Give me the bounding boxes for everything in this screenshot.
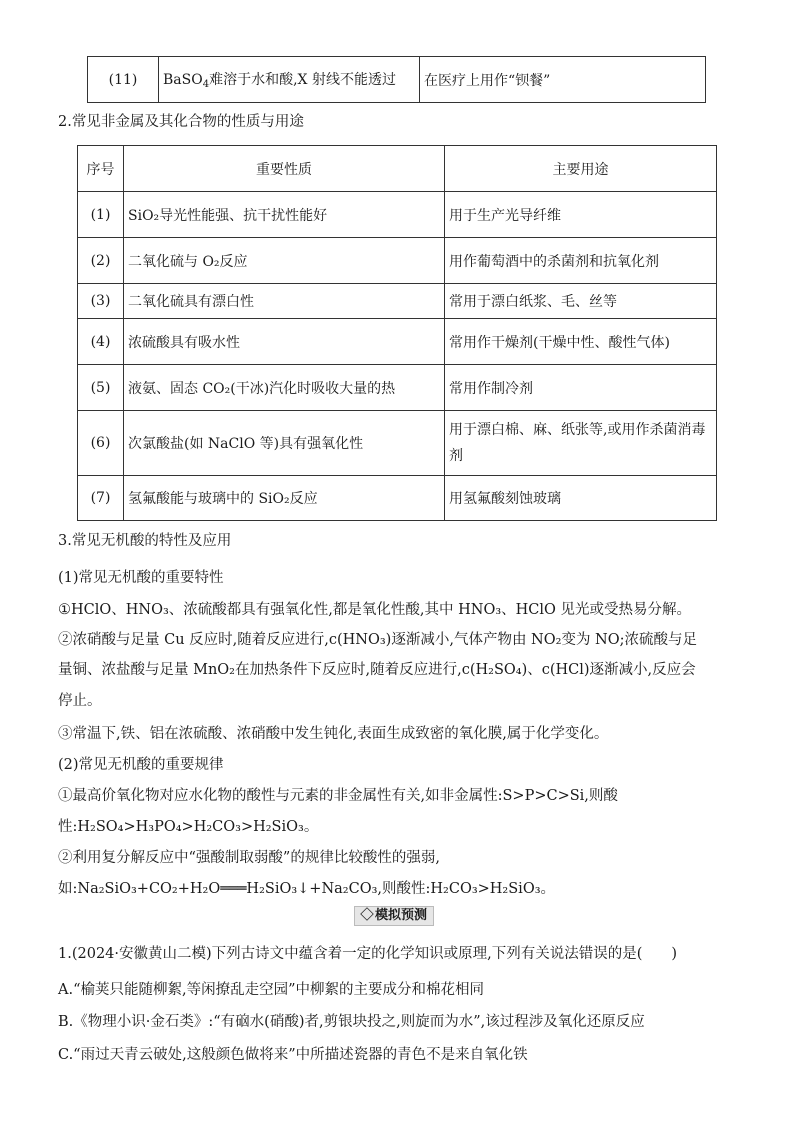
section-heading: 3.常见无机酸的特性及应用: [58, 533, 232, 549]
row-property: 液氨、固态 CO₂(干冰)汽化时吸收大量的热: [124, 365, 445, 411]
paragraph: ②利用复分解反应中“强酸制取弱酸”的规律比较酸性的强弱,: [58, 850, 440, 866]
option-c: C.“雨过天青云破处,这般颜色做将来”中所描述瓷器的青色不是来自氧化铁: [58, 1047, 528, 1063]
row-number: (4): [78, 319, 124, 365]
table-top: [87, 56, 706, 103]
row-use: 用作葡萄酒中的杀菌剂和抗氧化剂: [445, 238, 717, 284]
table-row: [78, 411, 717, 476]
paragraph: ②浓硝酸与足量 Cu 反应时,随着反应进行,c(HNO₃)逐渐减小,气体产物由 NO₂变为 NO;浓硫酸与足: [58, 632, 698, 648]
option-a: A.“榆荚只能随柳絮,等闲撩乱走空园”中柳絮的主要成分和棉花相同: [58, 982, 485, 998]
row-number: (6): [78, 411, 124, 476]
paragraph: ①HClO、HNO₃、浓硫酸都具有强氧化性,都是氧化性酸,其中 HNO₃、HClO 见光或受热易分解。: [58, 602, 692, 618]
row-property: SiO₂导光性能强、抗干扰性能好: [124, 192, 445, 238]
table-row: [78, 365, 717, 411]
row-use: 在医疗上用作“钡餐”: [420, 57, 706, 103]
table-row: [88, 57, 706, 103]
subsection-heading: (2)常见无机酸的重要规律: [58, 757, 224, 773]
table-row: [78, 319, 717, 365]
row-number: (7): [78, 476, 124, 521]
table-row: [78, 476, 717, 521]
paragraph: 量铜、浓盐酸与足量 MnO₂在加热条件下反应时,随着反应进行,c(H₂SO₄)、c(HCl)逐渐减小,反应会: [58, 662, 696, 678]
row-use: 常用作干燥剂(干燥中性、酸性气体): [445, 319, 717, 365]
row-property: 次氯酸盐(如 NaClO 等)具有强氧化性: [124, 411, 445, 476]
row-number: (3): [78, 284, 124, 319]
paragraph: 性:H₂SO₄>H₃PO₄>H₂CO₃>H₂SiO₃。: [58, 819, 319, 835]
row-property: 二氧化硫具有漂白性: [124, 284, 445, 319]
table-header-row: [78, 146, 717, 192]
table-row: [78, 284, 717, 319]
paragraph: 如:Na₂SiO₃+CO₂+H₂O═══H₂SiO₃↓+Na₂CO₃,则酸性:H₂CO₃>H₂SiO₃。: [58, 881, 556, 897]
table-row: [78, 238, 717, 284]
question-stem: 1.(2024·安徽黄山二模)下列古诗文中蕴含着一定的化学知识或原理,下列有关说法错误的是( ): [58, 946, 678, 962]
section-heading: 2.常见非金属及其化合物的性质与用途: [58, 114, 304, 130]
row-number: (11): [88, 57, 159, 103]
subsection-heading: (1)常见无机酸的重要特性: [58, 570, 224, 586]
row-use: 用氢氟酸刻蚀玻璃: [445, 476, 717, 521]
row-use: 用于漂白棉、麻、纸张等,或用作杀菌消毒剂: [445, 411, 717, 476]
diamond-icon: [360, 907, 374, 921]
row-use: 常用于漂白纸浆、毛、丝等: [445, 284, 717, 319]
option-b: B.《物理小识·金石类》:“有硇水(硝酸)者,剪银块投之,则旋而为水”,该过程涉及氧化还原反应: [58, 1014, 645, 1030]
table-nonmetal: [77, 145, 717, 521]
row-property: BaSO$_4$难溶于水和酸,X 射线不能透过: [159, 57, 420, 103]
header-use: 主要用途: [445, 146, 717, 192]
row-number: (5): [78, 365, 124, 411]
paragraph: ③常温下,铁、铝在浓硫酸、浓硝酸中发生钝化,表面生成致密的氧化膜,属于化学变化。: [58, 726, 609, 742]
row-property: 氢氟酸能与玻璃中的 SiO₂反应: [124, 476, 445, 521]
section-badge: 模拟预测: [354, 906, 434, 926]
header-number: 序号: [78, 146, 124, 192]
row-property: 浓硫酸具有吸水性: [124, 319, 445, 365]
paragraph: 停止。: [58, 693, 102, 709]
row-use: 常用作制冷剂: [445, 365, 717, 411]
header-property: 重要性质: [124, 146, 445, 192]
paragraph: ①最高价氧化物对应水化物的酸性与元素的非金属性有关,如非金属性:S>P>C>Si,则酸: [58, 788, 618, 804]
table-row: [78, 192, 717, 238]
row-number: (1): [78, 192, 124, 238]
row-property: 二氧化硫与 O₂反应: [124, 238, 445, 284]
row-use: 用于生产光导纤维: [445, 192, 717, 238]
row-number: (2): [78, 238, 124, 284]
